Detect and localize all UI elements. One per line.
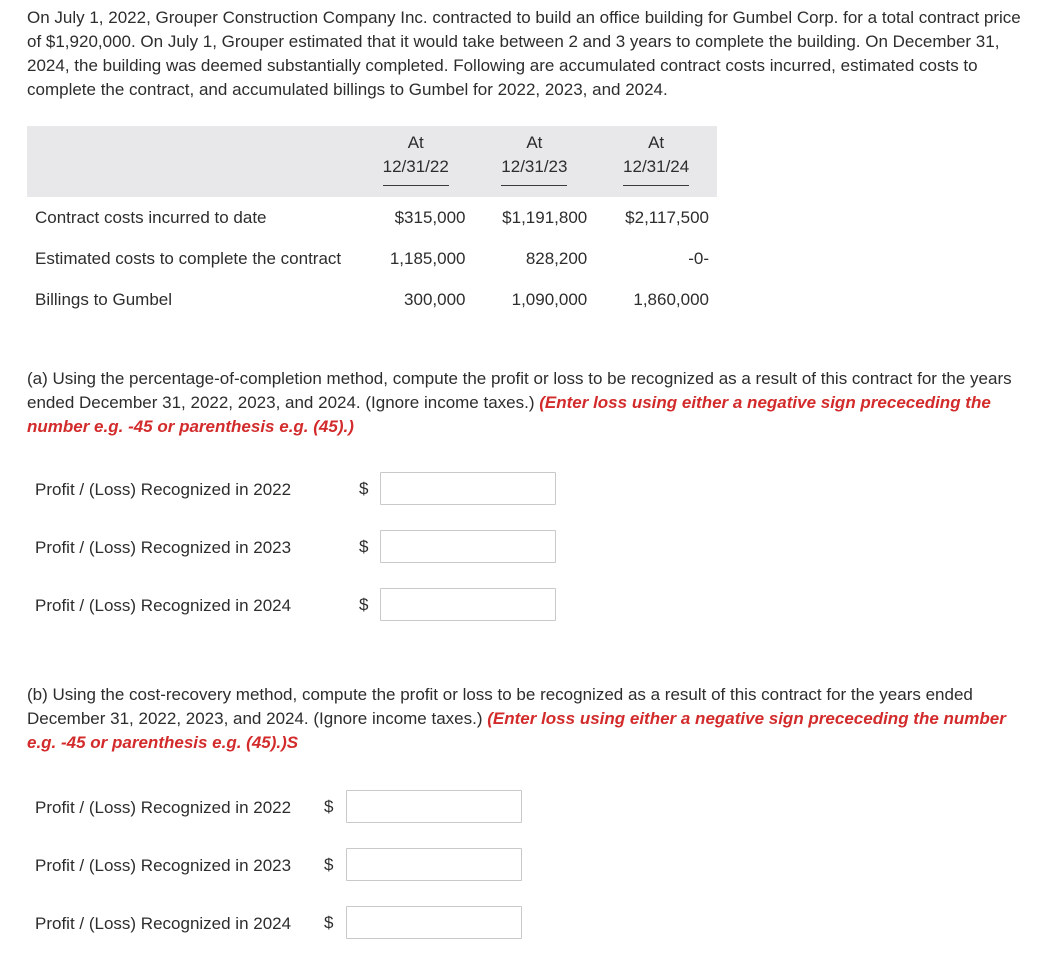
table-row <box>27 279 717 320</box>
answer-label: Profit / (Loss) Recognized in 2022 <box>35 480 292 499</box>
answer-label: Profit / (Loss) Recognized in 2023 <box>35 538 292 557</box>
cell-value: $2,117,500 <box>625 207 709 227</box>
header-blank <box>27 126 358 191</box>
cell-value: $315,000 <box>394 207 466 227</box>
part-a-profit-2023-input[interactable] <box>380 530 556 563</box>
problem-statement: On July 1, 2022, Grouper Construction Company Inc. contracted to build an office building for Gumbel Corp. for a total contract price of $1,920,000. On July 1, Grouper estimated that it would take between 2 and 3 years to complete the building. On December 31, 2024, the building was deemed substantially completed. Following are accumulated contract costs incurred, estimated costs to complete the contract, and accumulated billings to Gumbel for 2022, 2023, and 2024. <box>27 8 1021 99</box>
cell-value: 1,860,000 <box>633 289 709 309</box>
dollar-sign: $ <box>359 595 369 614</box>
cell-value: $1,191,800 <box>502 207 588 227</box>
contract-data-table <box>27 126 717 320</box>
answer-label: Profit / (Loss) Recognized in 2024 <box>35 596 292 615</box>
dollar-sign: $ <box>324 797 334 816</box>
table-row <box>27 238 717 279</box>
header-2023: At 12/31/23 <box>473 126 595 191</box>
cell-value: 828,200 <box>525 248 588 268</box>
cell-value: -0- <box>688 248 709 268</box>
part-a-row-2022 <box>35 472 291 508</box>
part-a-row-2024 <box>35 588 291 624</box>
dollar-sign: $ <box>324 913 334 932</box>
header-2024: At 12/31/24 <box>595 126 717 191</box>
cell-value: 300,000 <box>404 289 466 309</box>
part-b-question <box>27 683 1037 755</box>
part-a-question-text: (a) Using the percentage-of-completion method, compute the profit or loss to be recognized as a result of this contract for the years ended December 31, 2022, 2023, and 2024. (Ignore income taxes.) <box>27 369 1012 412</box>
part-b-profit-2023-input[interactable] <box>346 848 522 881</box>
part-b-instruction: (Enter loss using either a negative sign prececeding the number e.g. -45 or parenthesis e.g. (45).)S <box>27 709 1006 752</box>
part-b-profit-2024-input[interactable] <box>346 906 522 939</box>
contract-data-table-container <box>27 126 717 320</box>
row-label: Contract costs incurred to date <box>35 207 267 227</box>
table-row <box>27 197 717 238</box>
answer-label: Profit / (Loss) Recognized in 2024 <box>35 914 292 933</box>
part-a-instruction: (Enter loss using either a negative sign prececeding the number e.g. -45 or parenthesis e.g. (45).) <box>27 393 991 436</box>
dollar-sign: $ <box>359 537 369 556</box>
row-label: Estimated costs to complete the contract <box>35 248 342 268</box>
dollar-sign: $ <box>324 855 334 874</box>
part-a-profit-2022-input[interactable] <box>380 472 556 505</box>
part-a-profit-2024-input[interactable] <box>380 588 556 621</box>
part-b-row-2022 <box>35 790 291 826</box>
answer-label: Profit / (Loss) Recognized in 2022 <box>35 798 292 817</box>
cell-value: 1,185,000 <box>389 248 466 268</box>
table-header-row <box>27 126 717 191</box>
row-label: Billings to Gumbel <box>35 289 173 309</box>
part-a-row-2023 <box>35 530 291 566</box>
header-2022: At 12/31/22 <box>358 126 474 191</box>
part-a-question <box>27 367 1037 439</box>
cell-value: 1,090,000 <box>511 289 588 309</box>
part-b-question-text: (b) Using the cost-recovery method, compute the profit or loss to be recognized as a result of this contract for the years ended December 31, 2022, 2023, and 2024. (Ignore income taxes.) <box>27 685 973 728</box>
part-b-row-2024 <box>35 906 291 942</box>
answer-label: Profit / (Loss) Recognized in 2023 <box>35 856 292 875</box>
part-b-profit-2022-input[interactable] <box>346 790 522 823</box>
dollar-sign: $ <box>359 479 369 498</box>
part-b-row-2023 <box>35 848 291 884</box>
